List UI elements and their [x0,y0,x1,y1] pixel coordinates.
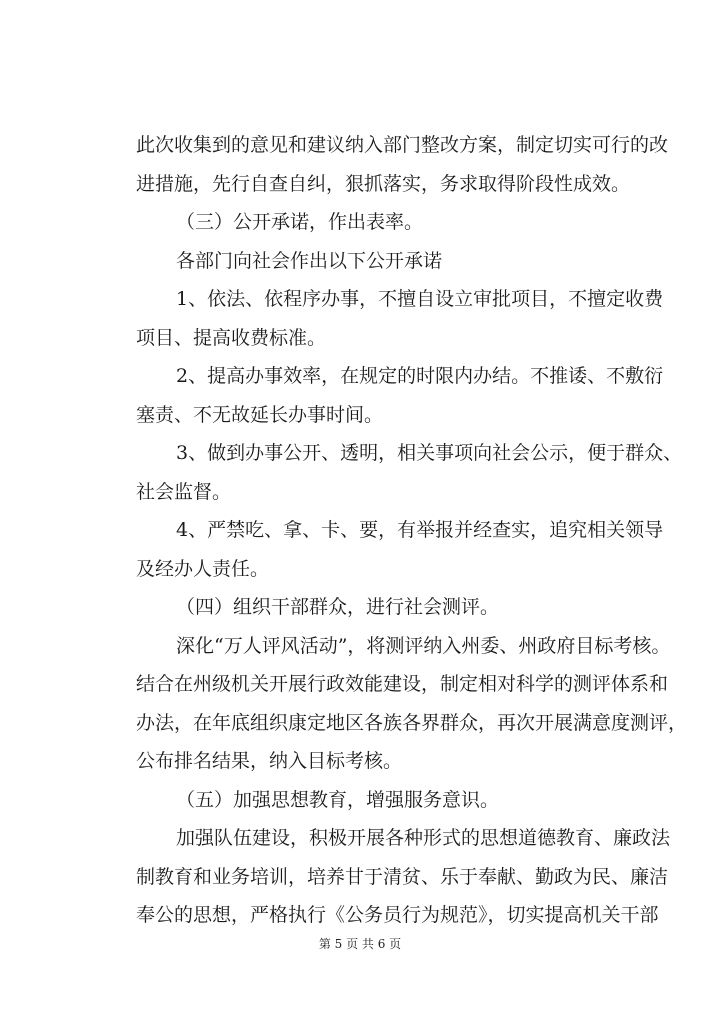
text-line: 奉公的思想，严格执行《公务员行为规范》，切实提高机关干部 [136,904,659,926]
text-line: 1、依法、依程序办事，不擅自设立审批项目，不擅定收费 [176,288,664,310]
text-line: 塞责、不无故延长办事时间。 [136,404,384,426]
text-line: 公布排名结果，纳入目标考核。 [136,750,403,772]
text-line: 2、提高办事效率，在规定的时限内办结。不推诿、不敷衍 [176,365,664,387]
section-heading: （四）组织干部群众，进行社会测评。 [176,596,500,618]
text-line: 各部门向社会作出以下公开承诺 [176,250,443,272]
text-line: 制教育和业务培训，培养甘于清贫、乐于奉献、勤政为民、廉洁 [136,866,669,888]
text-line: 3、做到办事公开、透明，相关事项向社会公示，便于群众、 [176,442,683,464]
text-line: 深化“万人评风活动”，将测评纳入州委、州政府目标考核。 [176,635,671,657]
text-line: 进措施，先行自查自纠，狠抓落实，务求取得阶段性成效。 [136,173,631,195]
text-line: 结合在州级机关开展行政效能建设，制定相对科学的测评体系和 [136,673,669,695]
text-line: 加强队伍建设，积极开展各种形式的思想道德教育、廉政法 [176,827,671,849]
text-line: 办法，在年底组织康定地区各族各界群众，再次开展满意度测评， [136,712,688,734]
text-line: 4、严禁吃、拿、卡、要，有举报并经查实，追究相关领导 [176,519,664,541]
text-line: 及经办人责任。 [136,558,270,580]
text-line: 此次收集到的意见和建议纳入部门整改方案，制定切实可行的改 [136,134,669,156]
page-footer: 第 5 页 共 6 页 [318,937,402,951]
text-line: 社会监督。 [136,481,232,503]
section-heading: （五）加强思想教育，增强服务意识。 [176,789,500,811]
section-heading: （三）公开承诺，作出表率。 [176,211,424,233]
text-line: 项目、提高收费标准。 [136,327,327,349]
